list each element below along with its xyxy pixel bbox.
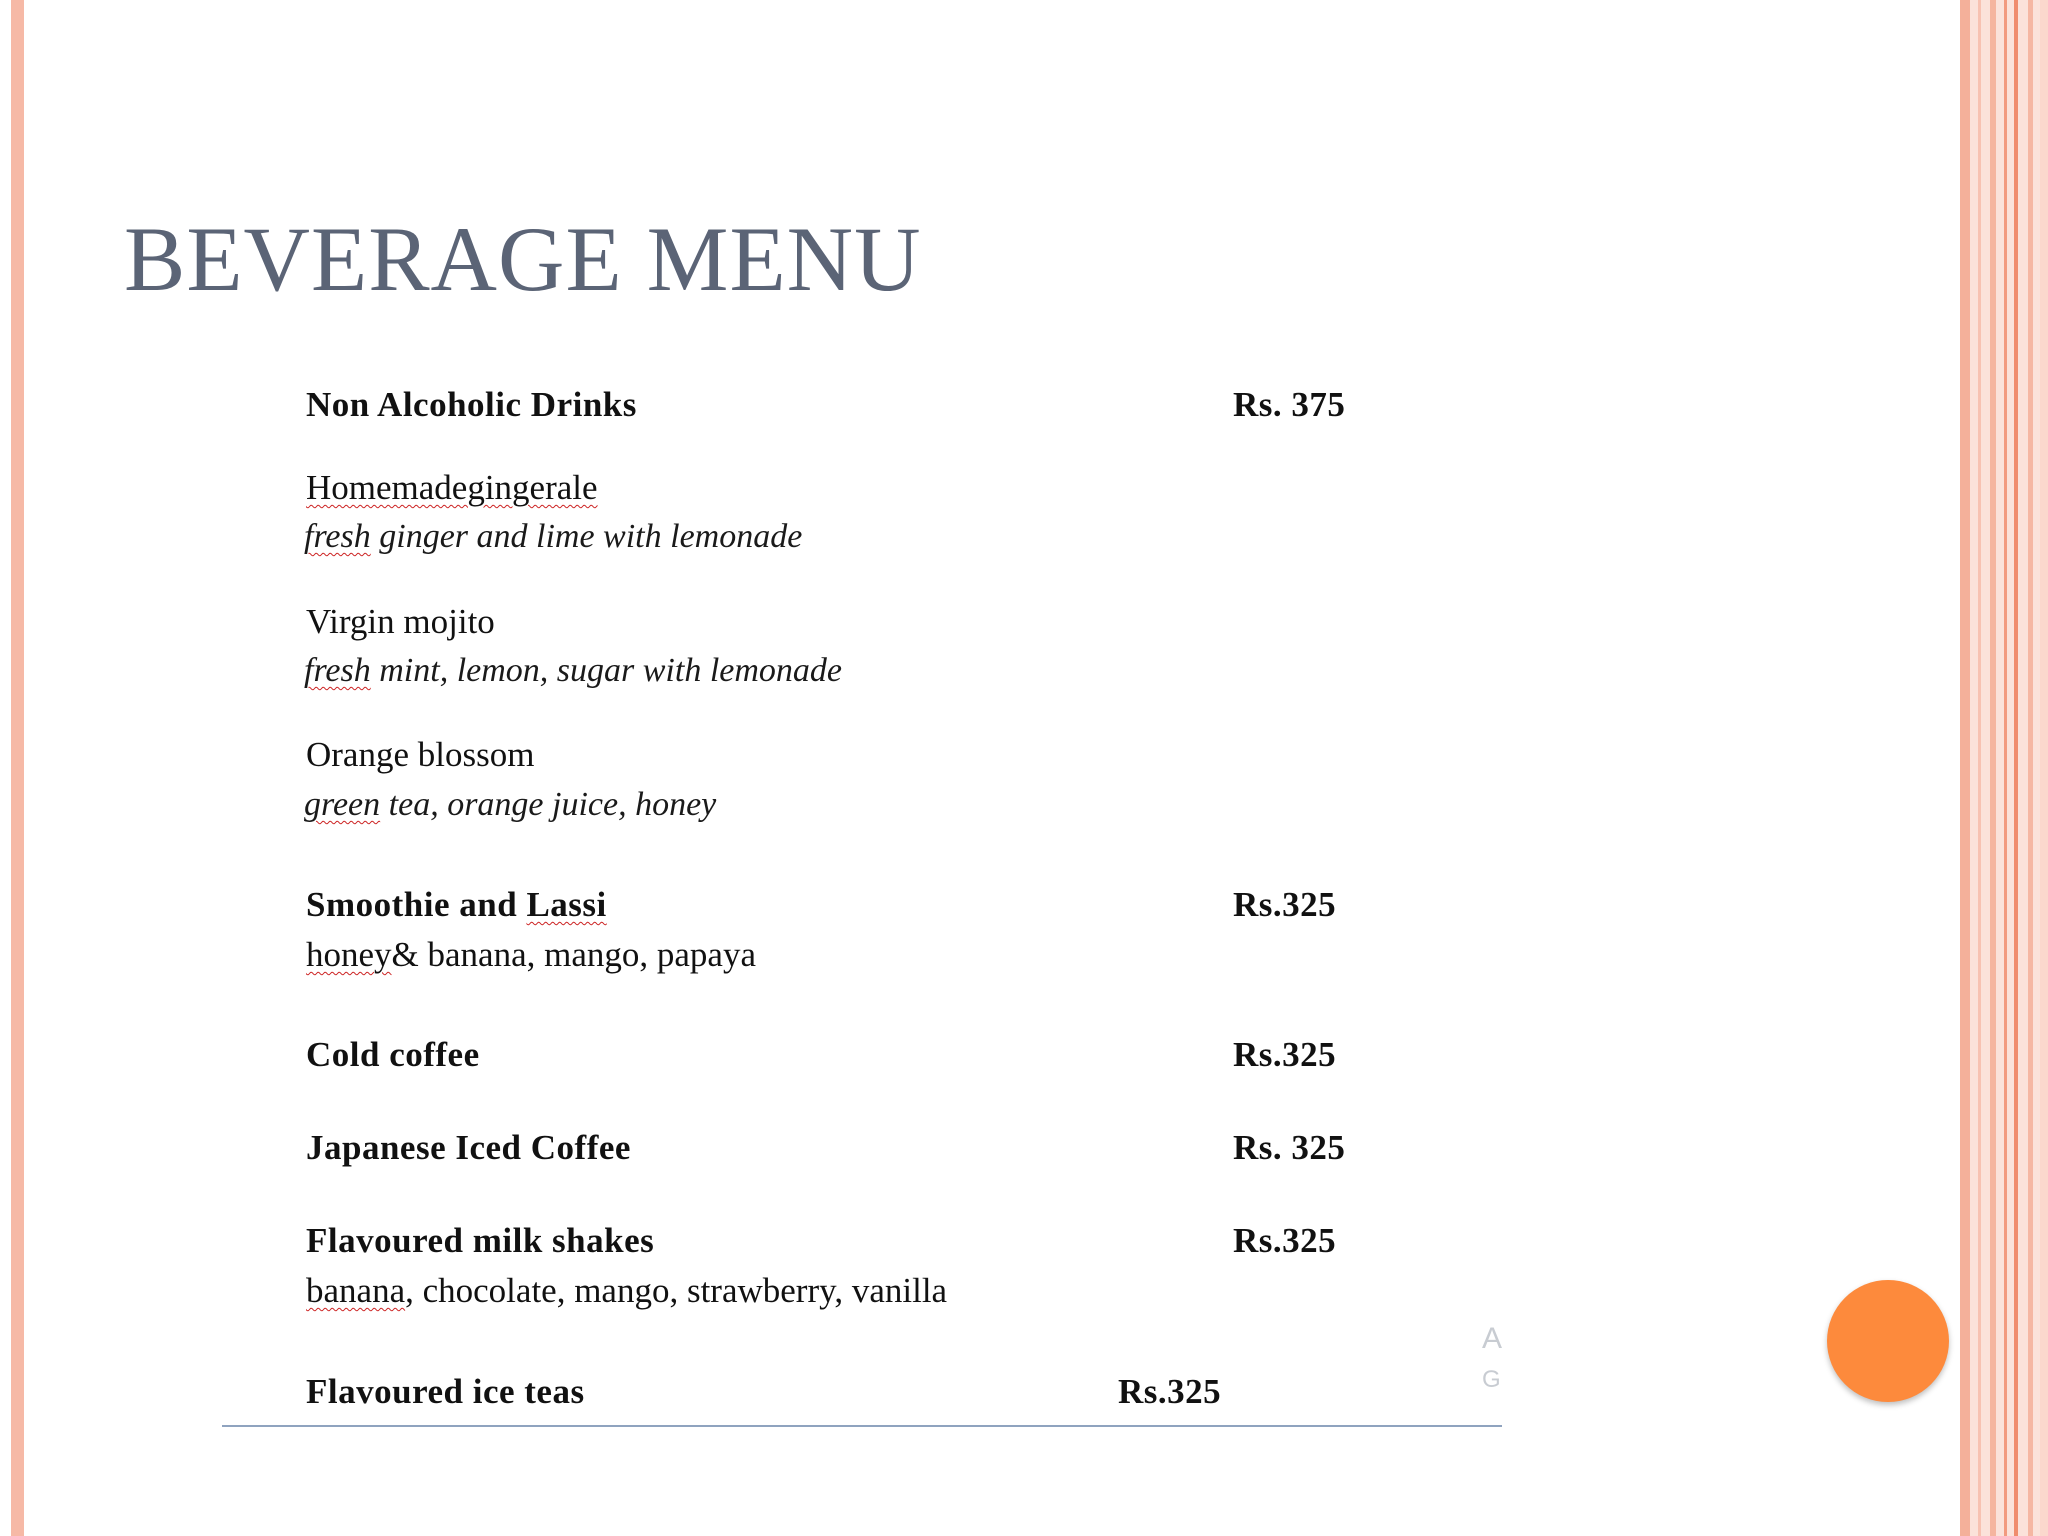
price-cold-coffee: Rs.325 — [1233, 1035, 1337, 1074]
price-ice-teas: Rs.325 — [1118, 1372, 1222, 1411]
spellcheck-word: green — [304, 786, 381, 823]
item-name-gingerale — [306, 470, 598, 505]
right-stripe-line — [2014, 0, 2018, 1536]
price-smoothie: Rs.325 — [1233, 885, 1337, 924]
spellcheck-word: Lassi — [526, 885, 607, 924]
slide-title: BEVERAGE MENU — [124, 208, 922, 310]
item-desc-milk-shakes: banana, chocolate, mango, strawberry, vanilla — [306, 1271, 948, 1310]
item-desc-smoothie: honey& banana, mango, papaya — [306, 935, 756, 974]
spellcheck-word: banana — [306, 1271, 406, 1310]
spellcheck-word: fresh — [304, 518, 371, 555]
item-desc-gingerale: fresh ginger and lime with lemonade — [304, 518, 803, 555]
right-stripe-line — [2028, 0, 2033, 1536]
section-heading-cold-coffee: Cold coffee — [306, 1035, 480, 1074]
right-stripe-line — [2004, 0, 2007, 1536]
item-desc-virgin-mojito: fresh mint, lemon, sugar with lemonade — [304, 652, 843, 689]
section-heading-milk-shakes: Flavoured milk shakes — [306, 1221, 655, 1260]
price-japanese-iced-coffee: Rs. 325 — [1233, 1128, 1346, 1167]
section-heading-japanese-iced-coffee: Japanese Iced Coffee — [306, 1128, 631, 1167]
divider-line — [222, 1425, 1502, 1427]
item-name-virgin-mojito: Virgin mojito — [306, 602, 495, 641]
right-stripe-line — [1960, 0, 1970, 1536]
item-desc-orange-blossom: green tea, orange juice, honey — [304, 786, 717, 823]
right-stripe-line — [1978, 0, 1981, 1536]
section-heading-non-alcoholic: Non Alcoholic Drinks — [306, 385, 637, 424]
right-stripe-line — [1990, 0, 1996, 1536]
section-heading-ice-teas: Flavoured ice teas — [306, 1372, 585, 1411]
left-accent-stripe — [11, 0, 24, 1536]
item-name-orange-blossom: Orange blossom — [306, 735, 535, 774]
right-stripe-line — [2040, 0, 2048, 1536]
clipped-text-fragment: G — [1482, 1366, 1501, 1393]
spellcheck-word: fresh — [304, 652, 371, 689]
spellcheck-word: Homemadegingerale — [306, 468, 598, 507]
price-milk-shakes: Rs.325 — [1233, 1221, 1337, 1260]
section-heading-smoothie: Smoothie and Lassi — [306, 885, 607, 924]
price-non-alcoholic: Rs. 375 — [1233, 385, 1346, 424]
orange-circle-decoration — [1827, 1280, 1949, 1402]
spellcheck-word: honey — [306, 935, 392, 974]
clipped-text-fragment: A — [1482, 1322, 1502, 1355]
